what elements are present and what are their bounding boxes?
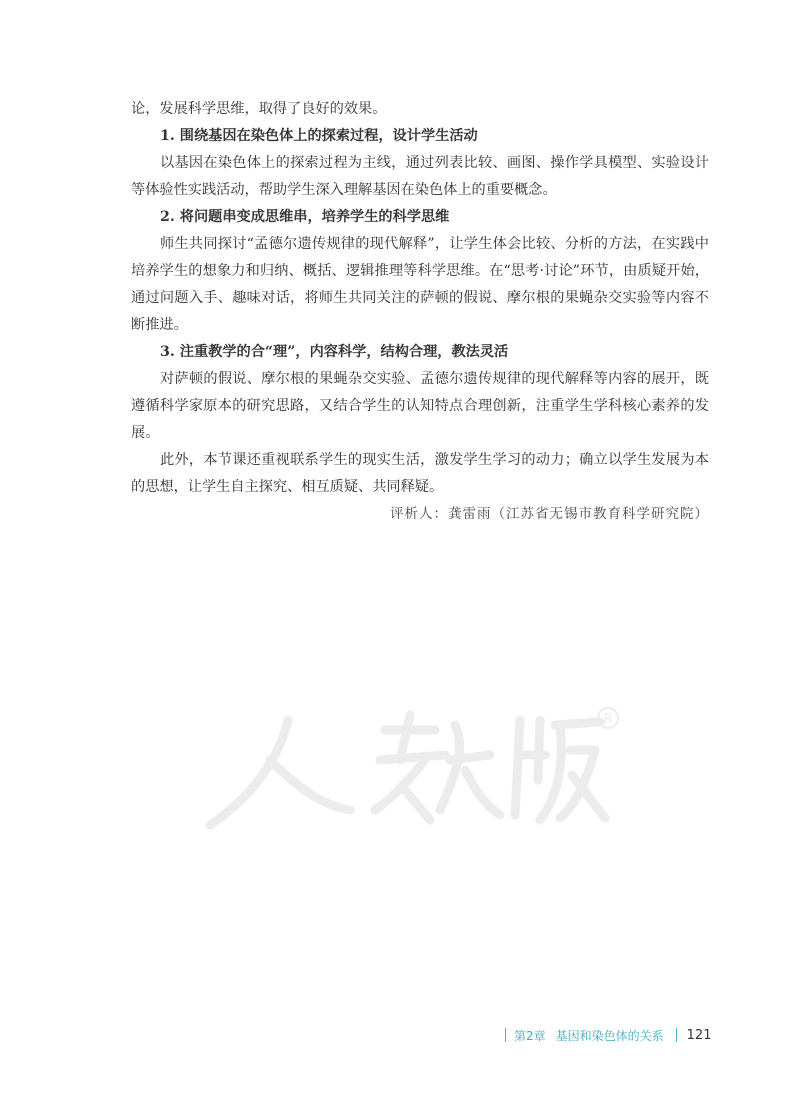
paragraph-3: 对萨顿的假说、摩尔根的果蝇杂交实验、孟德尔遗传规律的现代解释等内容的展开，既遵循科学家原本的研究思路，又结合学生的认知特点合理创新，注重学生学科核心素养的发展。 xyxy=(131,371,709,441)
page-footer xyxy=(505,1024,711,1046)
section-heading-3: 3. 注重教学的合“理”，内容科学，结构合理，教法灵活 xyxy=(160,344,509,360)
section-heading-1: 1. 围绕基因在染色体上的探索过程，设计学生活动 xyxy=(160,128,478,144)
publisher-watermark-logo xyxy=(200,700,620,840)
paragraph-1: 以基因在染色体上的探索过程为主线，通过列表比较、画图、操作学具模型、实验设计等体验性实践活动，帮助学生深入理解基因在染色体上的重要概念。 xyxy=(131,155,709,198)
paragraph-4: 此外，本节课还重视联系学生的现实生活，激发学生学习的动力；确立以学生发展为本的思想，让学生自主探究、相互质疑、共同释疑。 xyxy=(131,452,709,495)
reviewer-credit: 评析人：龚雷雨（江苏省无锡市教育科学研究院） xyxy=(390,506,709,522)
paragraph-continuation: 论，发展科学思维，取得了良好的效果。 xyxy=(131,101,387,117)
footer-chapter-title: 基因和染色体的关系 xyxy=(555,1028,664,1043)
section-heading-2: 2. 将问题串变成思维串，培养学生的科学思维 xyxy=(160,209,450,225)
paragraph-2: 师生共同探讨“孟德尔遗传规律的现代解释”，让学生体会比较、分析的方法，在实践中培养学生的想象力和归纳、概括、逻辑推理等科学思维。在“思考·讨论”环节，由质疑开始，通过问题入手、趣味对话，将师生共同关注的萨顿的假说、摩尔根的果蝇杂交实验等内容不断推进。 xyxy=(131,236,709,333)
page-body xyxy=(131,96,709,528)
page-number: 121 xyxy=(686,1027,712,1043)
footer-chapter: 第2章 xyxy=(514,1028,546,1043)
svg-text:R: R xyxy=(603,712,613,727)
footer-divider xyxy=(505,1028,506,1042)
footer-divider xyxy=(676,1028,677,1042)
